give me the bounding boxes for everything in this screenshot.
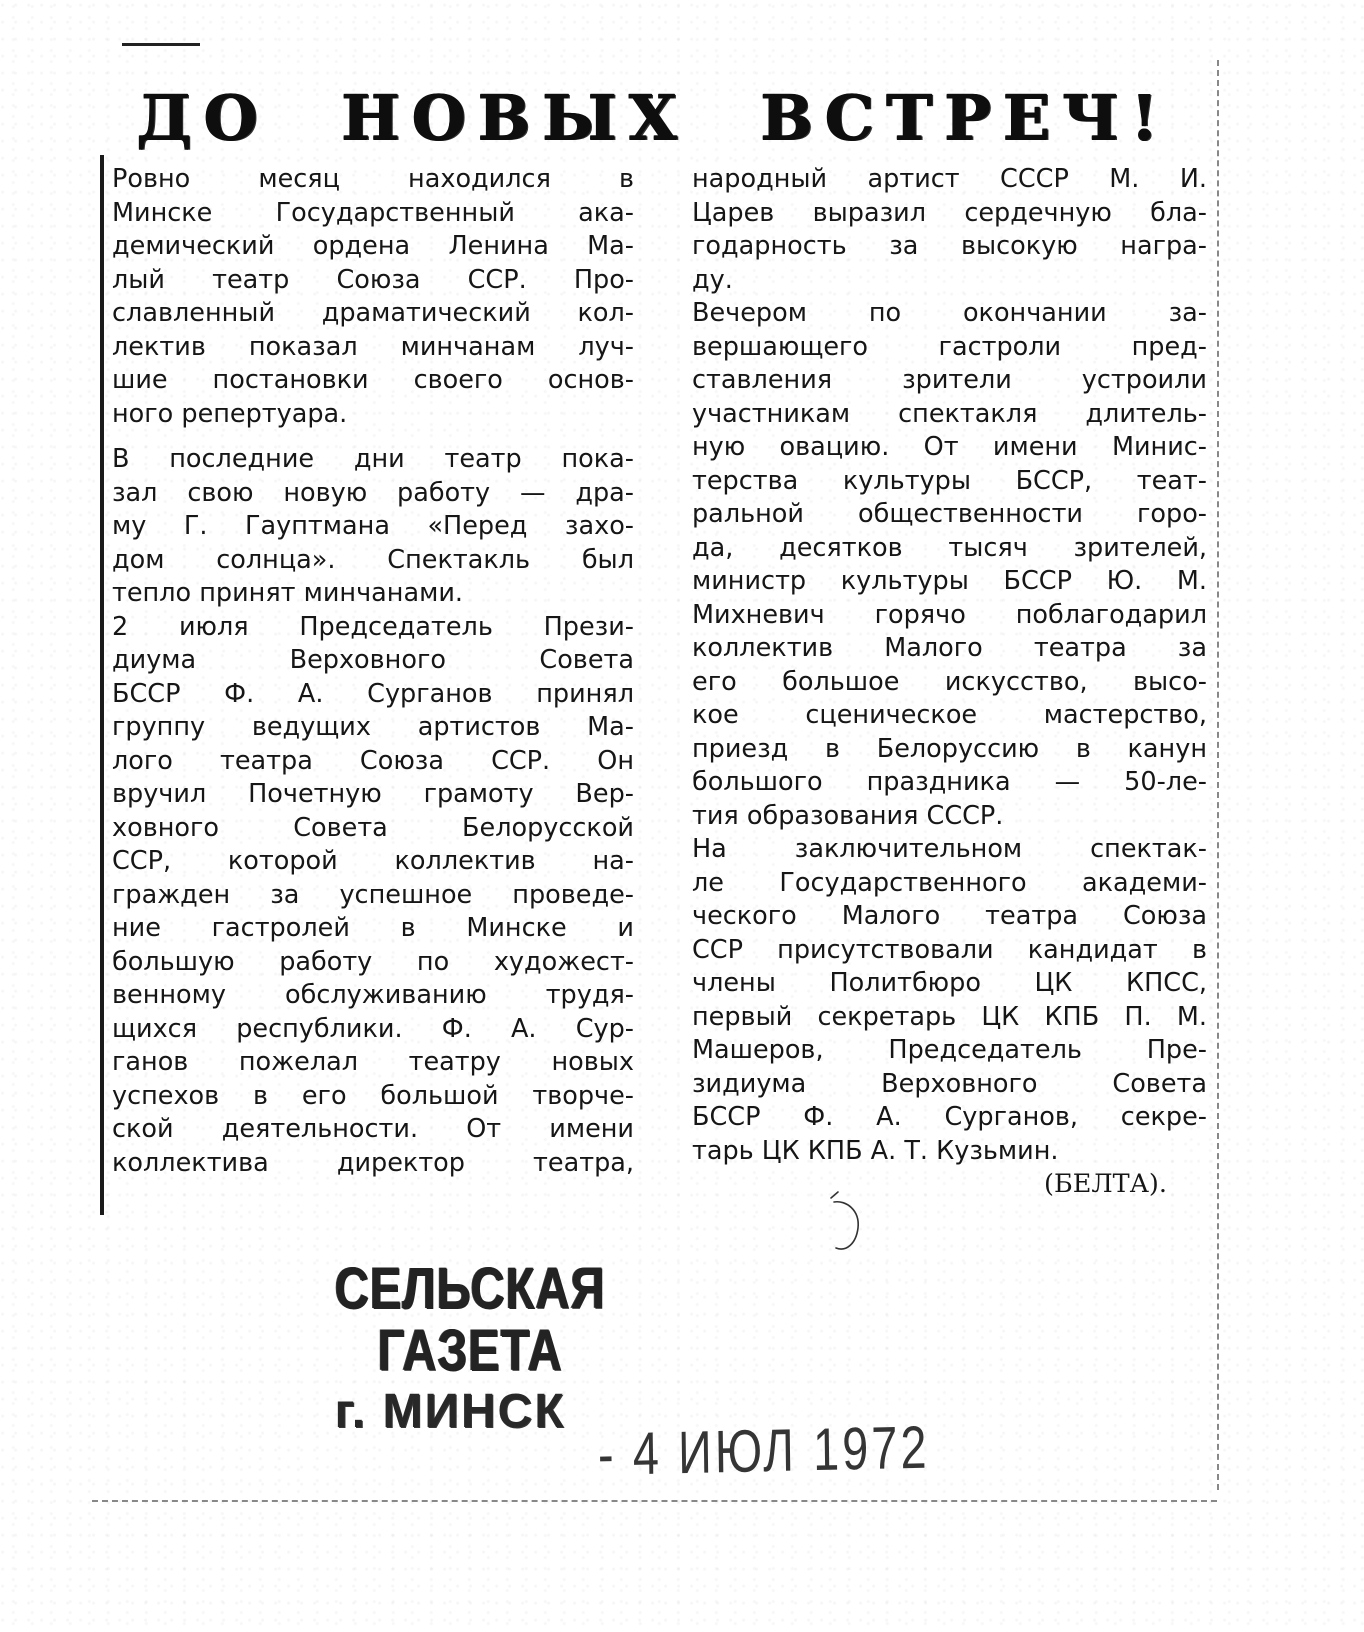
article-line: успехов в его большой творче- [112, 1080, 634, 1111]
article-line: зал свою новую работу — дра- [112, 477, 634, 508]
article-line: первый секретарь ЦК КПБ П. М. [692, 1001, 1207, 1032]
stamp-city: г. МИНСК [334, 1385, 566, 1438]
column-rule-left [100, 155, 104, 1215]
article-line: 2 июля Председатель Прези- [112, 611, 634, 642]
article-line: ховного Совета Белорусской [112, 812, 634, 843]
article-line: его большое искусство, высо- [692, 666, 1207, 697]
article-line: БССР Ф. А. Сурганов принял [112, 678, 634, 709]
article-line: большую работу по художест- [112, 946, 634, 977]
article-column-right [692, 163, 1207, 1202]
article-line: Вечером по окончании за- [692, 298, 1207, 328]
article-line: В последние дни театр пока- [112, 444, 634, 474]
article-line: ного репертуара. [112, 398, 348, 429]
article-line: ской деятельности. От имени [112, 1114, 634, 1144]
article-line: вручил Почетную грамоту Вер- [112, 779, 634, 809]
article-line: гражден за успешное проведе- [112, 879, 634, 910]
article-line: шие постановки своего основ- [112, 365, 634, 395]
article-line: годарность за высокую награ- [692, 231, 1207, 261]
date-stamp: - 4 ИЮЛ 1972 [597, 1413, 931, 1488]
article-line: На заключительном спектак- [692, 834, 1207, 864]
article-line: группу ведущих артистов Ма- [112, 712, 634, 742]
handwritten-mark-icon [828, 1188, 868, 1258]
article-line: дом солнца». Спектакль был [112, 544, 634, 575]
article-line: ческого Малого театра Союза [692, 901, 1207, 931]
clip-edge-bottom [92, 1500, 1217, 1502]
newspaper-stamp [240, 1258, 700, 1442]
article-line: тепло принят минчанами. [112, 578, 464, 608]
article-line: народный артист СССР М. И. [692, 164, 1207, 194]
article-line: Царев выразил сердечную бла- [692, 197, 1207, 228]
article-line: члены Политбюро ЦК КПСС, [692, 968, 1207, 998]
article-line: лого театра Союза ССР. Он [112, 745, 634, 776]
stamp-newspaper-name: СЕЛЬСКАЯ ГАЗЕТА [334, 1256, 606, 1383]
article-line: демический ордена Ленина Ма- [112, 231, 634, 261]
article-line: лый театр Союза ССР. Про- [112, 264, 634, 295]
article-line: ССР, которой коллектив на- [112, 846, 634, 876]
article-line: ле Государственного академи- [692, 867, 1207, 898]
article-line: вершающего гастроли пред- [692, 331, 1207, 362]
article-line: коллектива директор театра, [112, 1147, 634, 1178]
article-line: ду. [692, 264, 733, 295]
article-line: да, десятков тысяч зрителей, [692, 532, 1207, 563]
article-line: приезд в Белоруссию в канун [692, 733, 1207, 764]
article-line: венному обслуживанию трудя- [112, 980, 634, 1010]
article-line: тарь ЦК КПБ А. Т. Кузьмин. [692, 1135, 1059, 1166]
article-line: БССР Ф. А. Сурганов, секре- [692, 1102, 1207, 1132]
article-line: Ровно месяц находился в [112, 164, 634, 194]
article-line: диума Верховного Совета [112, 645, 634, 675]
article-line: участникам спектакля длитель- [692, 398, 1207, 429]
article-line: ние гастролей в Минске и [112, 913, 634, 943]
article-line: Михневич горячо поблагодарил [692, 599, 1207, 630]
article-credit: (БЕЛТА). [1044, 1169, 1167, 1199]
clip-edge-right [1217, 60, 1219, 1490]
article-line: терства культуры БССР, теат- [692, 465, 1207, 496]
article-line: му Г. Гауптмана «Перед захо- [112, 511, 634, 541]
article-line: ную овацию. От имени Минис- [692, 432, 1207, 462]
article-line: ставления зрители устроили [692, 365, 1207, 395]
article-line: Машеров, Председатель Пре- [692, 1035, 1207, 1065]
article-line: ганов пожелал театру новых [112, 1047, 634, 1077]
article-line: коллектив Малого театра за [692, 633, 1207, 663]
article-line: щихся республики. Ф. А. Сур- [112, 1013, 634, 1044]
headline: ДО НОВЫХ ВСТРЕЧ! [136, 81, 1170, 154]
article-column-left [112, 163, 634, 1180]
article-line: большого праздника — 50-ле- [692, 767, 1207, 797]
article-line: Минске Государственный ака- [112, 197, 634, 228]
article-line: славленный драматический кол- [112, 298, 634, 328]
article-line: лектив показал минчанам луч- [112, 331, 634, 362]
article-line: кое сценическое мастерство, [692, 700, 1207, 730]
top-rule [122, 43, 200, 46]
article-line: тия образования СССР. [692, 800, 1004, 831]
article-line: ральной общественности горо- [692, 499, 1207, 529]
article-line: министр культуры БССР Ю. М. [692, 566, 1207, 596]
article-line: ССР присутствовали кандидат в [692, 934, 1207, 965]
article-line: зидиума Верховного Совета [692, 1068, 1207, 1099]
